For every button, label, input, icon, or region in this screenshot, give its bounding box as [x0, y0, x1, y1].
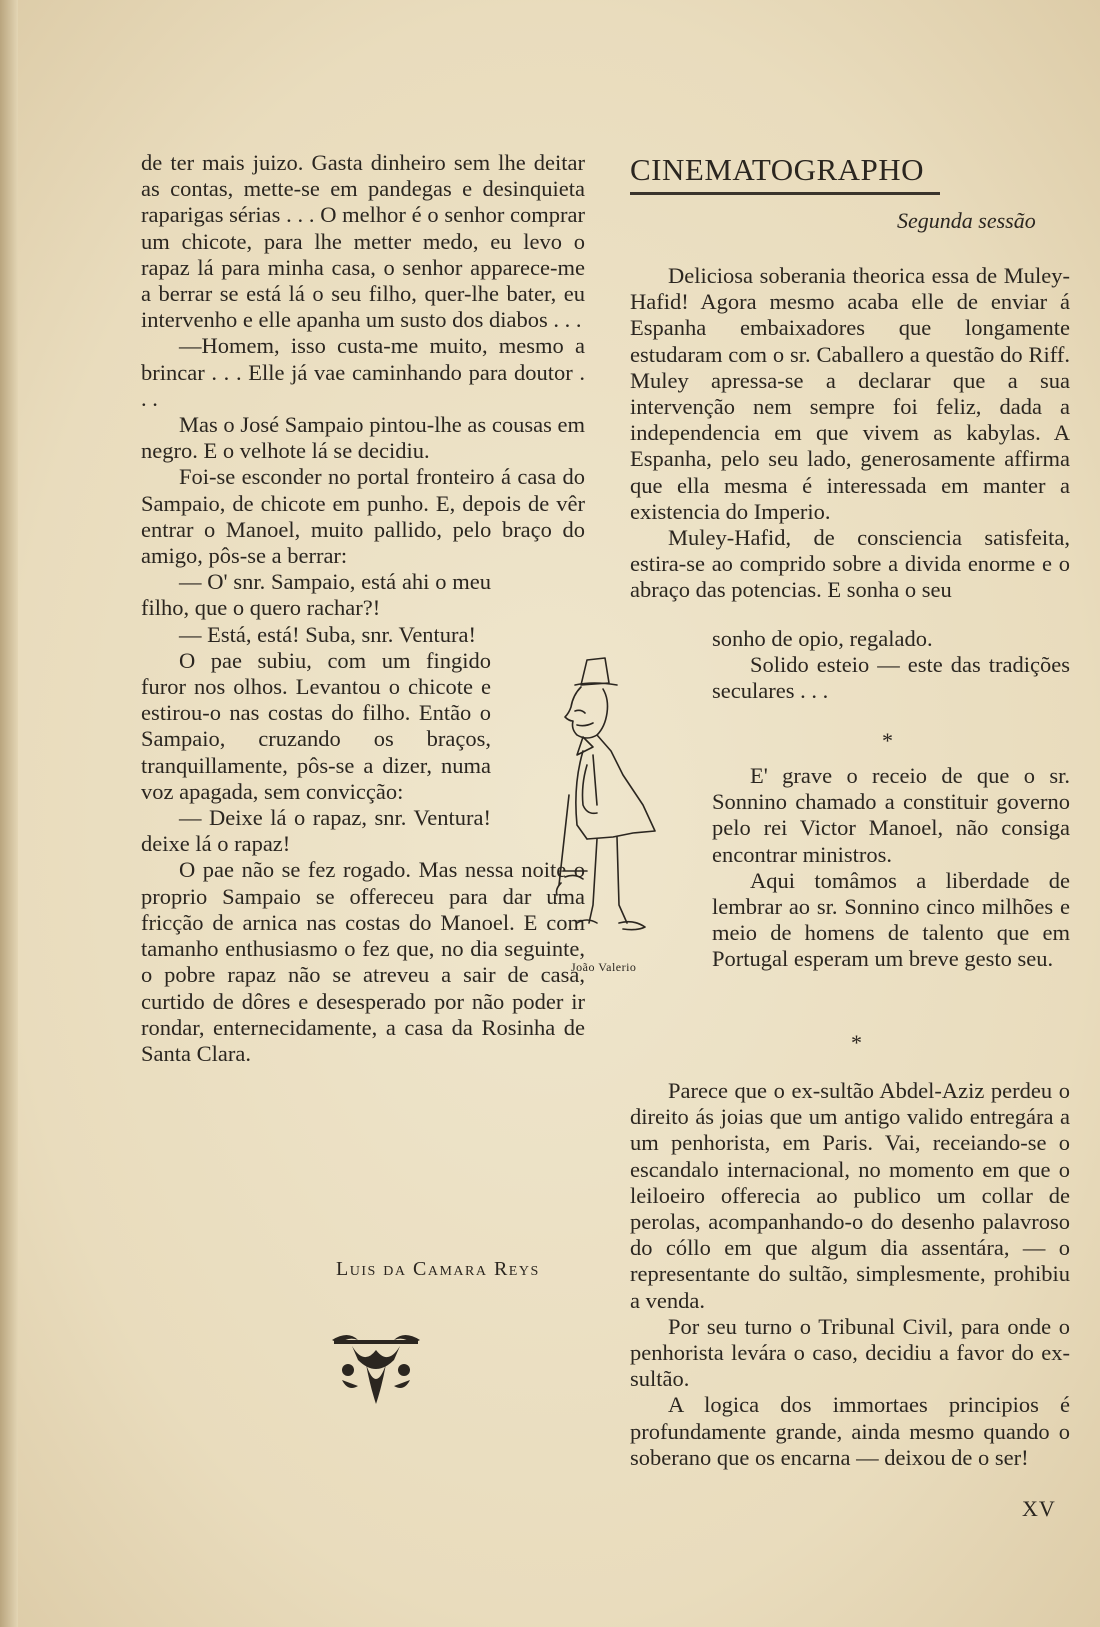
page-number: XV	[1022, 1496, 1056, 1521]
paragraph: Foi-se esconder no portal fronteiro á casa do Sampaio, de chicote em punho. E, depois de vêr entrar o Manoel, muito pallido, pelo braço do amigo, pôs-se a berrar:	[141, 464, 585, 569]
paragraph: —Homem, isso custa-me muito, mesmo a brincar . . . Elle já vae caminhando para doutor . . .	[141, 333, 585, 411]
article-section	[630, 263, 1070, 604]
paragraph: — Está, está! Suba, snr. Ventura!	[179, 621, 477, 647]
article-section	[712, 763, 1070, 973]
illustration-caption: João Valerio	[571, 960, 637, 974]
paragraph: E' grave o receio de que o sr. Sonnino chamado a constituir governo pelo rei Victor Manoel, não consiga encontrar ministros.	[712, 763, 1070, 867]
paragraph: — Deixe lá o rapaz, snr. Ventura! deixe lá o rapaz!	[141, 805, 491, 857]
decorative-ornament	[328, 1330, 424, 1408]
paragraph: — O' snr. Sampaio, está ahi o meu filho, que o quero rachar?!	[141, 569, 491, 621]
paragraph: Deliciosa soberania theorica essa de Muley-Hafid! Agora mesmo acaba elle de enviar á Espanha embaixadores que longamente estudaram com o sr. Caballero a questão do Riff. Muley apressa-se a declarar que a sua intervenção nem sempre foi feliz, dada a independencia em que vivem as kabylas. A Espanha, pelo seu lado, generosamente affirma que ella mesma é interessada em manter a existencia do Imperio.	[630, 263, 1070, 524]
paragraph: Parece que o ex-sultão Abdel-Aziz perdeu o direito ás joias que um antigo valido entregára a um penhorista, em Paris. Vai, receiando-se o escandalo internacional, no momento em que o leiloeiro offerecia ao publico um collar de perolas, acompanhando-o do desenho palavroso do cóllo em que algum dia assentára, — o representante do sultão, simplesmente, prohibiu a venda.	[630, 1078, 1070, 1313]
article-section	[630, 1078, 1070, 1471]
paragraph: Por seu turno o Tribunal Civil, para onde o penhorista levára o caso, decidiu a favor do ex-sultão.	[630, 1313, 1070, 1392]
paragraph: Solido esteio — este das tradições seculares . . .	[712, 652, 1070, 704]
left-column	[141, 150, 585, 1067]
section-subtitle: Segunda sessão	[897, 208, 1036, 233]
paragraph: O pae não se fez rogado. Mas nessa noite o proprio Sampaio se offereceu para dar uma fricção de arnica nas costas do Manoel. E com tamanho enthusiasmo o fez que, no dia seguinte, o pobre rapaz não se atreveu a sair de casa, curtido de dôres e desesperado por não poder ir rondar, enternecidamente, a casa da Rosinha de Santa Clara.	[141, 857, 585, 1066]
paragraph: Muley-Hafid, de consciencia satisfeita, estira-se ao comprido sobre a divida enorme e o abraço das potencias. E sonha o seu	[630, 525, 1070, 603]
paragraph: Aqui tomâmos a liberdade de lembrar ao sr. Sonnino cinco milhões e meio de homens de talento que em Portugal esperam um breve gesto seu.	[712, 867, 1070, 972]
article-section	[712, 626, 1070, 705]
paragraph: de ter mais juizo. Gasta dinheiro sem lhe deitar as contas, mette-se em pandegas e desinquieta raparigas sérias . . . O melhor é o senhor comprar um chicote, para lhe metter medo, eu levo o rapaz lá para minha casa, o senhor apparece-me a berrar se está lá o seu filho, quer-lhe bater, eu intervenho e elle apanha um susto dos diabos . . .	[141, 150, 585, 333]
page-edge-shadow	[0, 0, 18, 1627]
paragraph: Mas o José Sampaio pintou-lhe as cousas em negro. E o velhote lá se decidiu.	[141, 412, 585, 464]
section-divider-star: *	[882, 728, 893, 753]
paragraph: sonho de opio, regalado.	[712, 626, 933, 651]
section-title: CINEMATOGRAPHO	[630, 150, 940, 195]
paragraph: O pae subiu, com um fingido furor nos olhos. Levantou o chicote e estirou-o nas costas do filho. Então o Sampaio, cruzando os braços, tranquillamente, pôs-se a dizer, numa voz apagada, sem convicção:	[141, 647, 491, 804]
author-signature: Luis da Camara Reys	[336, 1258, 540, 1280]
caricature-illustration	[553, 655, 683, 960]
paragraph: A logica dos immortaes principios é profundamente grande, ainda mesmo quando o soberano que os encarna — deixou de o ser!	[630, 1392, 1070, 1470]
section-divider-star: *	[851, 1030, 862, 1055]
